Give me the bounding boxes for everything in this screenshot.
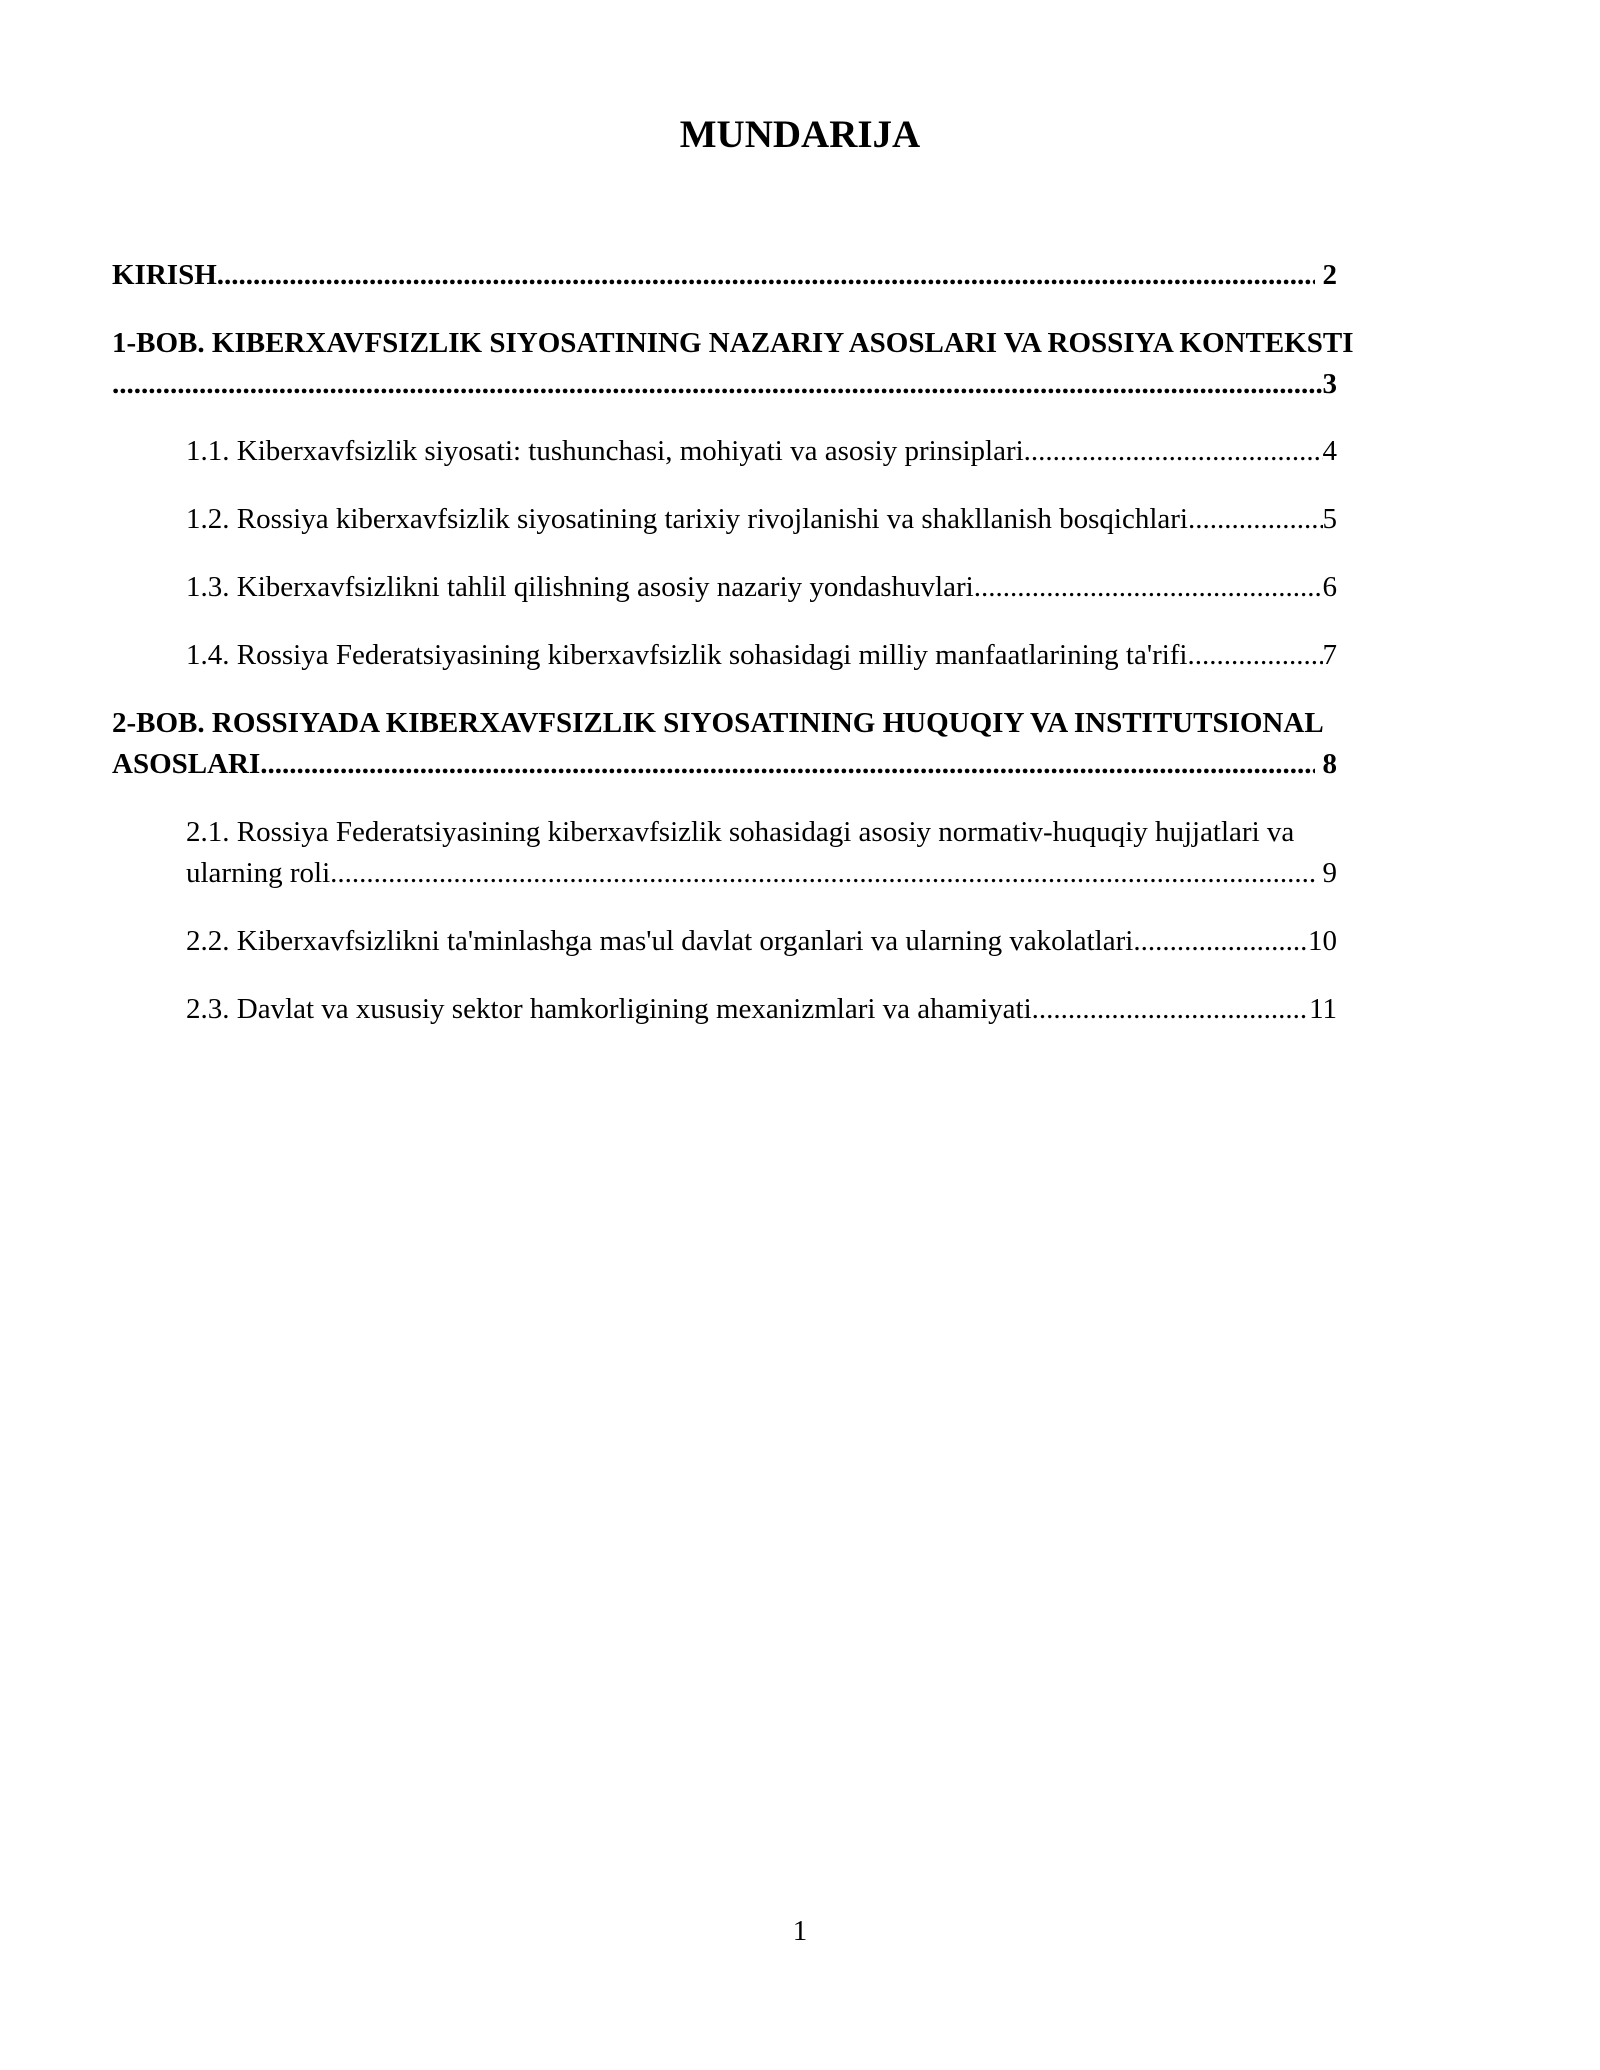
toc-entry-page: 10	[1308, 925, 1337, 957]
toc-leader-dots	[974, 567, 1323, 608]
toc-entry-2-2[interactable]	[112, 921, 1337, 962]
toc-entry-1-4[interactable]	[112, 635, 1337, 676]
toc-leader-dots	[1188, 635, 1323, 676]
toc-entry-chapter-2[interactable]	[112, 703, 1337, 785]
toc-entry-label-line1: 2-BOB. ROSSIYADA KIBERXAVFSIZLIK SIYOSATINING HUQUQIY VA INSTITUTSIONAL	[112, 707, 1324, 739]
toc-entry-label: 1.4. Rossiya Federatsiyasining kiberxavfsizlik sohasidagi milliy manfaatlarining ta'rifi	[186, 639, 1188, 671]
toc-entry-label-line1: 2.1. Rossiya Federatsiyasining kiberxavfsizlik sohasidagi asosiy normativ-huquqiy hujjatlari va	[186, 816, 1295, 848]
toc-entry-page: 4	[1322, 435, 1337, 467]
toc-entry-label: 1.2. Rossiya kiberxavfsizlik siyosatining tarixiy rivojlanishi va shakllanish bosqichlari	[186, 503, 1188, 535]
toc-entry-chapter-1[interactable]	[112, 323, 1354, 405]
toc-entry-label: KIRISH	[112, 259, 217, 291]
toc-entry-label-line2: ularning roli	[186, 857, 331, 889]
toc-entry-page: 3	[1322, 368, 1337, 400]
toc-entry-page: 2	[1322, 259, 1337, 291]
toc-entry-2-1[interactable]	[112, 812, 1337, 894]
toc-entry-1-1[interactable]	[112, 431, 1337, 472]
toc-leader-dots	[1024, 431, 1323, 472]
toc-leader-dots	[1188, 499, 1323, 540]
toc-entry-page: 6	[1322, 571, 1337, 603]
page-title: MUNDARIJA	[679, 113, 921, 156]
toc-leader-dots	[330, 853, 1314, 894]
toc-entry-page: 8	[1322, 748, 1337, 780]
toc-entry-page: 11	[1309, 993, 1337, 1025]
toc-entry-page: 5	[1322, 503, 1337, 535]
toc-entry-1-3[interactable]	[112, 567, 1337, 608]
toc-leader-dots	[217, 255, 1315, 296]
toc-entry-label: 2.3. Davlat va xususiy sektor hamkorligining mexanizmlari va ahamiyati	[186, 993, 1032, 1025]
toc-entry-1-2[interactable]	[112, 499, 1337, 540]
toc-entry-label: 1.1. Kiberxavfsizlik siyosati: tushunchasi, mohiyati va asosiy prinsiplari	[186, 435, 1024, 467]
toc-entry-label-line2: ASOSLARI	[112, 748, 261, 780]
toc-entry-page: 9	[1322, 857, 1337, 889]
toc-entry-2-3[interactable]	[112, 989, 1337, 1030]
toc-entry-page: 7	[1322, 639, 1337, 671]
toc-leader-dots	[260, 744, 1314, 785]
toc-leader-dots	[1133, 921, 1308, 962]
page-number: 1	[792, 1915, 808, 1947]
table-of-contents	[112, 255, 1354, 1030]
toc-leader-dots	[112, 364, 1323, 405]
toc-entry-label: 2.2. Kiberxavfsizlikni ta'minlashga mas'ul davlat organlari va ularning vakolatlari	[186, 925, 1134, 957]
toc-entry-kirish[interactable]	[112, 255, 1337, 296]
toc-leader-dots	[1032, 989, 1309, 1030]
toc-entry-label: 1.3. Kiberxavfsizlikni tahlil qilishning asosiy nazariy yondashuvlari	[186, 571, 974, 603]
toc-entry-label: 1-BOB. KIBERXAVFSIZLIK SIYOSATINING NAZARIY ASOSLARI VA ROSSIYA KONTEKSTI	[112, 327, 1354, 359]
